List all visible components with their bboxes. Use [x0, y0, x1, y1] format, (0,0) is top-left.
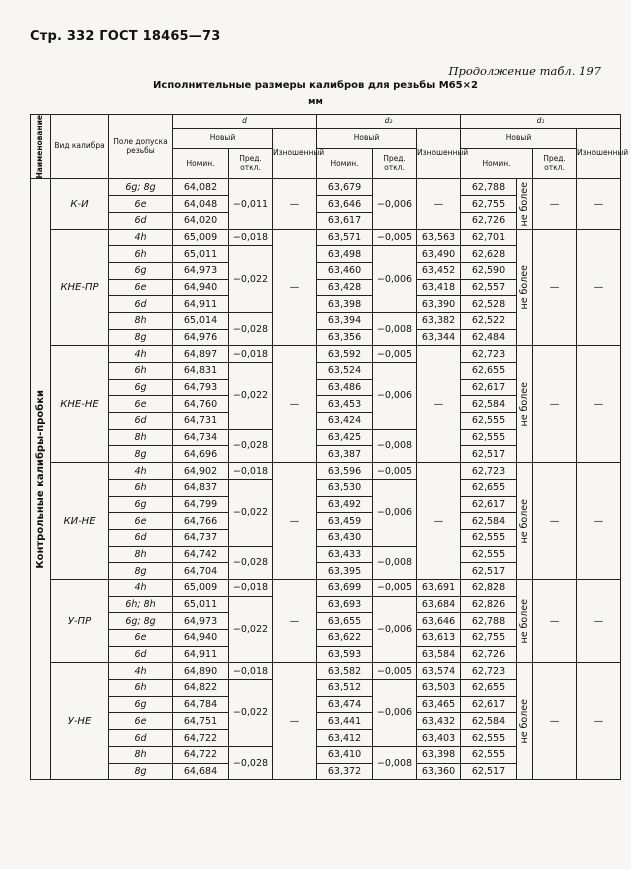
- d2-deviation: −0,008: [373, 312, 417, 345]
- d1-not-more-note: не более: [517, 346, 533, 463]
- d2-worn: 63,418: [417, 279, 461, 296]
- d-deviation: −0,018: [229, 579, 273, 596]
- d-nominal: 64,742: [173, 546, 229, 563]
- d-nominal: 65,011: [173, 596, 229, 613]
- d2-deviation: −0,006: [373, 680, 417, 747]
- d-deviation: −0,011: [229, 179, 273, 229]
- d1-nominal: 62,788: [461, 613, 517, 630]
- tolerance-field: 6d: [109, 296, 173, 313]
- d1-deviation: —: [533, 663, 577, 780]
- header-d: d: [173, 115, 317, 129]
- d-nominal: 64,696: [173, 446, 229, 463]
- d1-not-more-note: не более: [517, 663, 533, 780]
- d1-not-more-note: не более: [517, 579, 533, 662]
- d2-nominal: 63,617: [317, 212, 373, 229]
- d1-deviation: —: [533, 229, 577, 346]
- calibre-kind: КНЕ-НЕ: [51, 346, 109, 463]
- table-row: [31, 663, 621, 680]
- d2-worn: 63,584: [417, 646, 461, 663]
- d2-worn: 63,403: [417, 730, 461, 747]
- d1-nominal: 62,555: [461, 413, 517, 430]
- d-nominal: 64,722: [173, 746, 229, 763]
- tolerance-field: 6g: [109, 379, 173, 396]
- d1-nominal: 62,555: [461, 546, 517, 563]
- d-nominal: 64,911: [173, 646, 229, 663]
- tolerance-field: 6h: [109, 479, 173, 496]
- d2-worn: 63,490: [417, 246, 461, 263]
- d2-nominal: 63,428: [317, 279, 373, 296]
- d-deviation: −0,018: [229, 663, 273, 680]
- d1-nominal: 62,555: [461, 429, 517, 446]
- d1-nominal: 62,517: [461, 563, 517, 580]
- d1-nominal: 62,726: [461, 646, 517, 663]
- d2-nominal: 63,512: [317, 680, 373, 697]
- d2-nominal: 63,693: [317, 596, 373, 613]
- d2-worn: 63,398: [417, 746, 461, 763]
- d1-deviation: —: [533, 179, 577, 229]
- d1-nominal: 62,655: [461, 680, 517, 697]
- calibre-table: [30, 114, 629, 780]
- d-deviation: −0,022: [229, 479, 273, 546]
- d2-deviation: −0,006: [373, 479, 417, 546]
- d2-worn: 63,691: [417, 579, 461, 596]
- table-row: [31, 463, 621, 480]
- tolerance-field: 6g: [109, 496, 173, 513]
- d2-nominal: 63,441: [317, 713, 373, 730]
- tolerance-field: 6h: [109, 246, 173, 263]
- d1-nominal: 62,584: [461, 713, 517, 730]
- tolerance-field: 8g: [109, 563, 173, 580]
- d-deviation: −0,022: [229, 246, 273, 313]
- d1-nominal: 62,555: [461, 529, 517, 546]
- tolerance-field: 6h: [109, 680, 173, 697]
- d1-nominal: 62,755: [461, 196, 517, 213]
- d1-worn: —: [577, 229, 621, 346]
- d-worn: —: [273, 579, 317, 662]
- tolerance-field: 8h: [109, 746, 173, 763]
- d-nominal: 64,731: [173, 413, 229, 430]
- d2-nominal: 63,646: [317, 196, 373, 213]
- d2-nominal: 63,582: [317, 663, 373, 680]
- tolerance-field: 8g: [109, 446, 173, 463]
- tolerance-field: 6e: [109, 196, 173, 213]
- d2-worn: 63,613: [417, 630, 461, 647]
- d2-worn: 63,503: [417, 680, 461, 697]
- tolerance-field: 4h: [109, 229, 173, 246]
- d-worn: —: [273, 663, 317, 780]
- d2-deviation: −0,006: [373, 246, 417, 313]
- d-deviation: −0,022: [229, 596, 273, 663]
- d-nominal: 64,760: [173, 396, 229, 413]
- d2-deviation: −0,008: [373, 546, 417, 579]
- d-worn: —: [273, 463, 317, 580]
- d2-nominal: 63,592: [317, 346, 373, 363]
- calibre-kind: У-ПР: [51, 579, 109, 662]
- d-nominal: 65,009: [173, 579, 229, 596]
- d-nominal: 64,911: [173, 296, 229, 313]
- d-nominal: 64,704: [173, 563, 229, 580]
- d2-nominal: 63,412: [317, 730, 373, 747]
- tolerance-field: 4h: [109, 663, 173, 680]
- d1-worn: —: [577, 663, 621, 780]
- d1-not-more-note: не более: [517, 179, 533, 229]
- tolerance-field: 6e: [109, 713, 173, 730]
- d2-nominal: 63,596: [317, 463, 373, 480]
- d2-nominal: 63,498: [317, 246, 373, 263]
- d-nominal: 64,684: [173, 763, 229, 780]
- header-name: Наименование: [31, 115, 51, 179]
- d-deviation: −0,022: [229, 680, 273, 747]
- d2-nominal: 63,571: [317, 229, 373, 246]
- table-row: [31, 346, 621, 363]
- d-deviation: −0,028: [229, 546, 273, 579]
- d2-deviation: −0,006: [373, 363, 417, 430]
- d-worn: —: [273, 179, 317, 229]
- header-d1-nominal: Номин.: [461, 149, 533, 179]
- d2-worn: —: [417, 346, 461, 463]
- d-nominal: 64,822: [173, 680, 229, 697]
- header-d2: d₂: [317, 115, 461, 129]
- d2-nominal: 63,425: [317, 429, 373, 446]
- table-row: [31, 229, 621, 246]
- d2-worn: 63,465: [417, 696, 461, 713]
- d1-deviation: —: [533, 346, 577, 463]
- tolerance-field: 6d: [109, 730, 173, 747]
- d-nominal: 64,973: [173, 262, 229, 279]
- d2-nominal: 63,430: [317, 529, 373, 546]
- tolerance-field: 8g: [109, 329, 173, 346]
- d-nominal: 64,737: [173, 529, 229, 546]
- d-worn: —: [273, 229, 317, 346]
- d1-nominal: 62,617: [461, 696, 517, 713]
- d1-worn: —: [577, 579, 621, 662]
- tolerance-field: 6d: [109, 212, 173, 229]
- d1-nominal: 62,788: [461, 179, 517, 196]
- tolerance-field: 6h: [109, 363, 173, 380]
- header-kind: Вид калибра: [51, 115, 109, 179]
- header-d1-new: Новый: [461, 129, 577, 149]
- d2-nominal: 63,530: [317, 479, 373, 496]
- d1-nominal: 62,755: [461, 630, 517, 647]
- d1-nominal: 62,723: [461, 346, 517, 363]
- d2-deviation: −0,006: [373, 179, 417, 229]
- d2-nominal: 63,679: [317, 179, 373, 196]
- d-nominal: 64,973: [173, 613, 229, 630]
- calibre-kind: К-И: [51, 179, 109, 229]
- d-nominal: 64,793: [173, 379, 229, 396]
- d2-deviation: −0,008: [373, 429, 417, 462]
- d-nominal: 64,048: [173, 196, 229, 213]
- tolerance-field: 6g; 8g: [109, 613, 173, 630]
- header-d2-worn: Изношенный: [417, 129, 461, 179]
- d2-deviation: −0,005: [373, 346, 417, 363]
- d2-nominal: 63,395: [317, 563, 373, 580]
- table-continued-label: Продолжение табл. 197: [448, 64, 601, 78]
- d1-nominal: 62,528: [461, 296, 517, 313]
- d-nominal: 64,897: [173, 346, 229, 363]
- d-nominal: 64,902: [173, 463, 229, 480]
- tolerance-field: 6e: [109, 630, 173, 647]
- tolerance-field: 6d: [109, 646, 173, 663]
- d1-nominal: 62,484: [461, 329, 517, 346]
- d1-deviation: —: [533, 463, 577, 580]
- tolerance-field: 6d: [109, 413, 173, 430]
- d1-nominal: 62,655: [461, 363, 517, 380]
- d-nominal: 64,799: [173, 496, 229, 513]
- calibre-kind: КНЕ-ПР: [51, 229, 109, 346]
- d2-nominal: 63,459: [317, 513, 373, 530]
- header-d-dev: Пред. откл.: [229, 149, 273, 179]
- d1-nominal: 62,617: [461, 379, 517, 396]
- d-deviation: −0,018: [229, 346, 273, 363]
- d-nominal: 64,837: [173, 479, 229, 496]
- d1-nominal: 62,701: [461, 229, 517, 246]
- d-deviation: −0,018: [229, 463, 273, 480]
- d-nominal: 64,751: [173, 713, 229, 730]
- d2-nominal: 63,398: [317, 296, 373, 313]
- d1-deviation: —: [533, 579, 577, 662]
- d-deviation: −0,028: [229, 429, 273, 462]
- d2-deviation: −0,005: [373, 663, 417, 680]
- d2-deviation: −0,005: [373, 229, 417, 246]
- d2-nominal: 63,372: [317, 763, 373, 780]
- header-field: Поле допуска резьбы: [109, 115, 173, 179]
- d2-nominal: 63,453: [317, 396, 373, 413]
- d2-worn: 63,390: [417, 296, 461, 313]
- tolerance-field: 8h: [109, 312, 173, 329]
- d-nominal: 64,734: [173, 429, 229, 446]
- header-d-new: Новый: [173, 129, 273, 149]
- d2-nominal: 63,486: [317, 379, 373, 396]
- d2-nominal: 63,492: [317, 496, 373, 513]
- d2-deviation: −0,008: [373, 746, 417, 779]
- d1-nominal: 62,828: [461, 579, 517, 596]
- d2-nominal: 63,424: [317, 413, 373, 430]
- table-title: Исполнительные размеры калибров для резьбы М65×2: [153, 80, 478, 91]
- d2-nominal: 63,394: [317, 312, 373, 329]
- calibre-kind: У-НЕ: [51, 663, 109, 780]
- tolerance-field: 6g: [109, 262, 173, 279]
- d1-nominal: 62,590: [461, 262, 517, 279]
- tolerance-field: 6e: [109, 513, 173, 530]
- d-nominal: 64,976: [173, 329, 229, 346]
- d2-worn: 63,360: [417, 763, 461, 780]
- d1-nominal: 62,555: [461, 746, 517, 763]
- d1-nominal: 62,584: [461, 513, 517, 530]
- header-d1: d₁: [461, 115, 621, 129]
- d2-deviation: −0,005: [373, 463, 417, 480]
- d1-nominal: 62,826: [461, 596, 517, 613]
- tolerance-field: 6h; 8h: [109, 596, 173, 613]
- d1-nominal: 62,617: [461, 496, 517, 513]
- d-nominal: 64,940: [173, 279, 229, 296]
- d2-nominal: 63,460: [317, 262, 373, 279]
- d1-worn: —: [577, 179, 621, 229]
- tolerance-field: 6d: [109, 529, 173, 546]
- d2-worn: 63,574: [417, 663, 461, 680]
- tolerance-field: 6g; 8g: [109, 179, 173, 196]
- header-d1-worn: Изношенный: [577, 129, 621, 179]
- d2-nominal: 63,622: [317, 630, 373, 647]
- d1-worn: —: [577, 463, 621, 580]
- d1-nominal: 62,723: [461, 463, 517, 480]
- d-worn: —: [273, 346, 317, 463]
- d2-deviation: −0,005: [373, 579, 417, 596]
- d1-nominal: 62,557: [461, 279, 517, 296]
- d-nominal: 64,940: [173, 630, 229, 647]
- d2-nominal: 63,699: [317, 579, 373, 596]
- table-body: [31, 179, 621, 780]
- d2-nominal: 63,356: [317, 329, 373, 346]
- d2-worn: 63,432: [417, 713, 461, 730]
- d-nominal: 64,020: [173, 212, 229, 229]
- d1-not-more-note: не более: [517, 463, 533, 580]
- d2-nominal: 63,474: [317, 696, 373, 713]
- d1-nominal: 62,555: [461, 730, 517, 747]
- tolerance-field: 8h: [109, 429, 173, 446]
- d2-worn: 63,646: [417, 613, 461, 630]
- d2-worn: 63,684: [417, 596, 461, 613]
- header-d1-dev: Пред. откл.: [533, 149, 577, 179]
- d1-not-more-note: не более: [517, 229, 533, 346]
- d2-nominal: 63,524: [317, 363, 373, 380]
- d1-nominal: 62,584: [461, 396, 517, 413]
- d2-worn: 63,382: [417, 312, 461, 329]
- d1-nominal: 62,723: [461, 663, 517, 680]
- d-nominal: 64,890: [173, 663, 229, 680]
- d1-nominal: 62,522: [461, 312, 517, 329]
- d-nominal: 64,722: [173, 730, 229, 747]
- d-deviation: −0,028: [229, 746, 273, 779]
- tolerance-field: 6e: [109, 396, 173, 413]
- d2-nominal: 63,410: [317, 746, 373, 763]
- d1-nominal: 62,517: [461, 446, 517, 463]
- d1-nominal: 62,655: [461, 479, 517, 496]
- tolerance-field: 4h: [109, 346, 173, 363]
- d-nominal: 64,082: [173, 179, 229, 196]
- group-label: Контрольные калибры-пробки: [31, 179, 51, 780]
- tolerance-field: 8g: [109, 763, 173, 780]
- d2-nominal: 63,433: [317, 546, 373, 563]
- d2-worn: —: [417, 463, 461, 580]
- d2-worn: —: [417, 179, 461, 229]
- d2-worn: 63,452: [417, 262, 461, 279]
- units-label: мм: [308, 97, 323, 107]
- d2-worn: 63,344: [417, 329, 461, 346]
- d1-nominal: 62,517: [461, 763, 517, 780]
- d-nominal: 64,766: [173, 513, 229, 530]
- d1-nominal: 62,726: [461, 212, 517, 229]
- d1-nominal: 62,628: [461, 246, 517, 263]
- header-d-worn: Изношенный: [273, 129, 317, 179]
- d-deviation: −0,028: [229, 312, 273, 345]
- tolerance-field: 4h: [109, 463, 173, 480]
- header-d-nominal: Номин.: [173, 149, 229, 179]
- header-d2-dev: Пред. откл.: [373, 149, 417, 179]
- d1-worn: —: [577, 346, 621, 463]
- d2-nominal: 63,593: [317, 646, 373, 663]
- d-nominal: 65,009: [173, 229, 229, 246]
- tolerance-field: 4h: [109, 579, 173, 596]
- tolerance-field: 6e: [109, 279, 173, 296]
- calibre-kind: КИ-НЕ: [51, 463, 109, 580]
- table-row: [31, 579, 621, 596]
- d-nominal: 65,011: [173, 246, 229, 263]
- d-deviation: −0,018: [229, 229, 273, 246]
- d-nominal: 65,014: [173, 312, 229, 329]
- d-nominal: 64,784: [173, 696, 229, 713]
- page-header: Стр. 332 ГОСТ 18465—73: [30, 29, 221, 44]
- d2-nominal: 63,655: [317, 613, 373, 630]
- tolerance-field: 8h: [109, 546, 173, 563]
- d2-deviation: −0,006: [373, 596, 417, 663]
- d-deviation: −0,022: [229, 363, 273, 430]
- table-row: [31, 179, 621, 196]
- d2-worn: 63,563: [417, 229, 461, 246]
- d2-nominal: 63,387: [317, 446, 373, 463]
- header-d2-new: Новый: [317, 129, 417, 149]
- tolerance-field: 6g: [109, 696, 173, 713]
- header-d2-nominal: Номин.: [317, 149, 373, 179]
- d-nominal: 64,831: [173, 363, 229, 380]
